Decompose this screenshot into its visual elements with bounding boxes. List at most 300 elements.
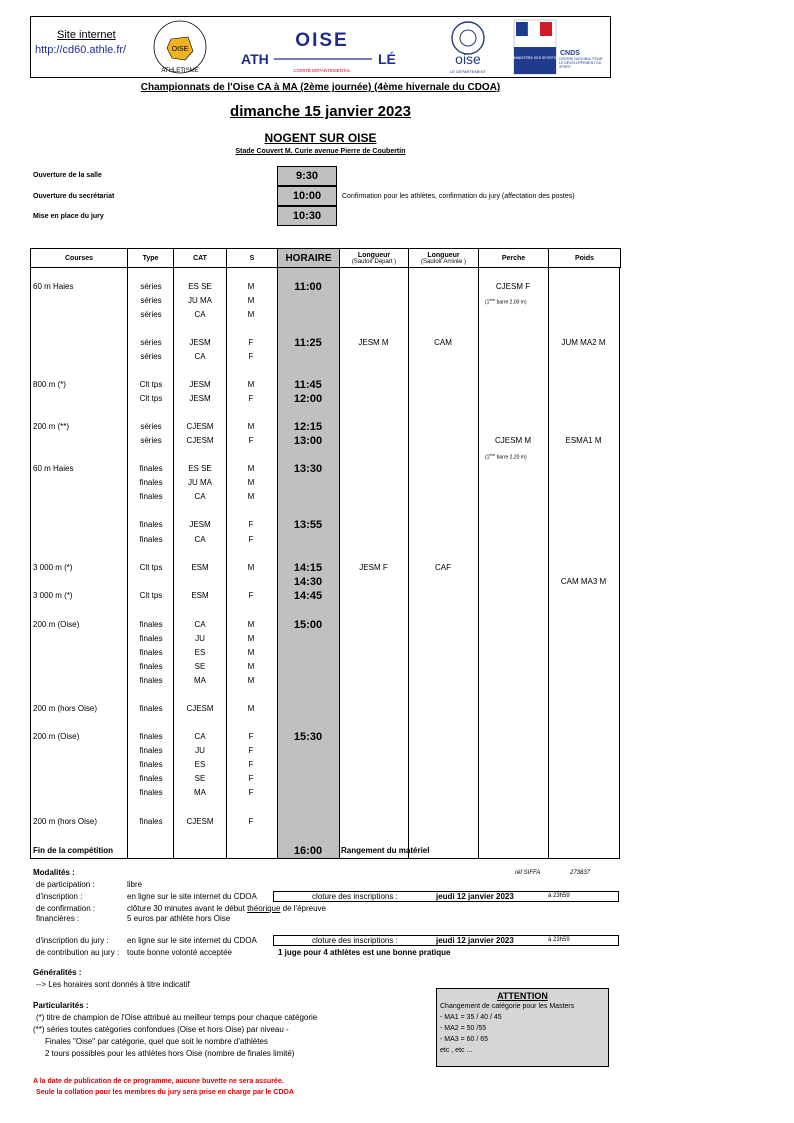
cell-lsa	[408, 491, 478, 503]
cell-lsa	[408, 759, 478, 771]
cell-lsd	[339, 816, 408, 828]
secretariat-label: Ouverture du secrétariat	[33, 193, 115, 200]
cell-lsd	[339, 295, 408, 307]
cell-cat: JU MA	[188, 296, 212, 305]
cell-lsa	[408, 675, 478, 687]
cell-type: finales	[139, 774, 163, 783]
cell-horaire: 12:00	[293, 393, 323, 405]
cell-s: F	[248, 817, 254, 826]
modalites-title: Modalités :	[33, 868, 75, 877]
cell-poids	[548, 477, 619, 489]
cell-cat: CJESM	[186, 817, 214, 826]
cell-type: Clt tps	[139, 394, 163, 403]
cell-course: 200 m (hors Oise)	[33, 817, 98, 826]
cell-lsd: JESM M	[358, 338, 389, 347]
cell-horaire: 13:30	[293, 463, 323, 475]
cell-lsd	[339, 787, 408, 799]
cell-lsa	[408, 351, 478, 363]
cell-lsd: JESM F	[359, 563, 388, 572]
cell-lsa	[408, 393, 478, 405]
cell-cat: ES	[194, 760, 206, 769]
particularites-line-4: 2 tours possibles pour les athlètes hors Oise (nombre de finales limité)	[45, 1049, 295, 1058]
cell-s: M	[247, 310, 255, 319]
cell-horaire	[277, 661, 339, 673]
cell-poids	[548, 562, 619, 574]
cell-lsa	[408, 295, 478, 307]
cell-s: M	[247, 464, 255, 473]
oise-departement-logo	[443, 18, 493, 76]
cell-lsa	[408, 619, 478, 631]
cell-poids	[548, 463, 619, 475]
cell-type: finales	[139, 464, 163, 473]
cell-course: 200 m (hors Oise)	[33, 704, 98, 713]
cell-lsd	[339, 534, 408, 546]
cell-lsd	[339, 379, 408, 391]
cell-type	[130, 576, 172, 588]
cell-course: 200 m (**)	[33, 422, 70, 431]
cell-lsa	[408, 590, 478, 602]
cell-horaire	[277, 816, 339, 828]
cell-poids: JUM MA2 M	[561, 338, 606, 347]
cell-poids: ESMA1 M	[565, 436, 602, 445]
attention-line-1: Changement de catégorie pour les Masters	[440, 1003, 575, 1010]
cell-horaire: 14:15	[293, 562, 323, 574]
cell-lsa	[408, 731, 478, 743]
cell-lsd	[339, 633, 408, 645]
ministere-cnds-logo	[512, 19, 608, 75]
cell-s: M	[247, 648, 255, 657]
attention-line-3: - MA2 = 50 /55	[440, 1025, 487, 1032]
cell-type: séries	[140, 352, 162, 361]
cell-type: Clt tps	[139, 380, 163, 389]
opening-label: Ouverture de la salle	[33, 172, 102, 179]
cell-s: M	[247, 282, 255, 291]
attention-line-4: - MA3 = 60 / 65	[440, 1036, 489, 1043]
program-table	[30, 248, 621, 268]
cell-horaire: 11:45	[294, 379, 322, 391]
cell-horaire	[277, 675, 339, 687]
cell-lsa	[408, 633, 478, 645]
cell-course: 800 m (*)	[33, 380, 66, 389]
cell-s: M	[247, 676, 255, 685]
cell-cat: CA	[194, 352, 206, 361]
cell-lsa	[408, 661, 478, 673]
cell-course: 3 000 m (*)	[33, 591, 73, 600]
cell-poids	[548, 703, 619, 715]
header-longueur-arrivee: Longueur (Sautoir Arrivée )	[409, 249, 479, 268]
cell-perche	[478, 703, 548, 715]
cell-cat: CA	[194, 310, 206, 319]
cell-cat: CA	[194, 732, 206, 741]
participation-label: de participation :	[36, 880, 95, 889]
cell-cat: ESM	[191, 591, 209, 600]
athletisme-text: ATHLETISME	[161, 68, 199, 74]
cell-lsa	[408, 435, 478, 447]
cell-type: séries	[140, 282, 162, 291]
cell-poids	[548, 773, 619, 785]
cloture-label: cloture des inscriptions :	[312, 892, 398, 901]
cell-course: 3 000 m (*)	[33, 563, 73, 572]
cell-perche	[478, 675, 548, 687]
cell-poids	[548, 393, 619, 405]
cell-poids	[548, 787, 619, 799]
cell-poids	[548, 351, 619, 363]
cell-perche	[478, 379, 548, 391]
cell-type: finales	[139, 746, 163, 755]
cell-lsd	[339, 675, 408, 687]
cell-lsa	[408, 309, 478, 321]
cell-lsd	[339, 745, 408, 757]
cell-type: finales	[139, 535, 163, 544]
cell-course: 200 m (Oise)	[33, 732, 80, 741]
cell-perche	[478, 463, 548, 475]
cell-type: finales	[139, 492, 163, 501]
cell-lsd	[339, 703, 408, 715]
footer-line-2: Seule la collation pour les membres du jury sera prise en charge par le CDOA	[36, 1089, 294, 1096]
cell-poids	[548, 534, 619, 546]
cell-cat: CJESM	[186, 704, 214, 713]
cell-cat	[173, 576, 227, 588]
cell-poids	[548, 661, 619, 673]
cell-lsd	[339, 576, 408, 588]
cell-s: F	[248, 788, 254, 797]
cell-s: M	[247, 563, 255, 572]
cell-perche	[478, 745, 548, 757]
cell-s: F	[248, 338, 254, 347]
cell-type: séries	[140, 338, 162, 347]
cell-perche	[478, 787, 548, 799]
site-url-link[interactable]: http://cd60.athle.fr/	[35, 44, 127, 56]
cell-poids	[548, 647, 619, 659]
dept-logo-text: oise	[455, 51, 481, 67]
cell-horaire: 12:15	[293, 421, 323, 433]
cell-horaire	[277, 647, 339, 659]
cell-cat: JU	[195, 634, 205, 643]
jury-inscription-label: d'inscription du jury :	[36, 936, 109, 945]
secretariat-note: Confirmation pour les athlètes, confirmation du jury (affectation des postes)	[342, 193, 575, 200]
cell-perche	[478, 576, 548, 588]
cell-horaire: 13:55	[293, 519, 323, 531]
cell-type: séries	[140, 310, 162, 319]
opening-time: 9:30	[277, 166, 337, 186]
cell-lsa	[408, 647, 478, 659]
cell-lsd	[339, 393, 408, 405]
cell-type: finales	[139, 634, 163, 643]
cell-lsd	[339, 773, 408, 785]
cell-s	[226, 576, 276, 588]
cell-poids	[548, 745, 619, 757]
cell-lsa	[408, 281, 478, 293]
cell-lsd	[339, 759, 408, 771]
cell-s: F	[248, 436, 254, 445]
cell-horaire	[277, 534, 339, 546]
cell-type: finales	[139, 704, 163, 713]
cell-s: F	[248, 774, 254, 783]
cell-perche	[478, 633, 548, 645]
site-label: Site internet	[57, 29, 116, 41]
cell-type: finales	[139, 520, 163, 529]
cell-horaire	[277, 759, 339, 771]
cell-poids	[548, 675, 619, 687]
cell-course: 60 m Haies	[33, 282, 74, 291]
cell-perche	[478, 519, 548, 531]
cell-cat: JESM	[189, 394, 211, 403]
cell-type: finales	[139, 676, 163, 685]
cell-horaire: 11:00	[294, 281, 322, 293]
cell-poids	[548, 421, 619, 433]
ref-siffa-number: 273837	[570, 870, 591, 876]
cell-s: M	[247, 380, 255, 389]
event-venue: Stade Couvert M. Curie avenue Pierre de Coubertin	[235, 148, 406, 155]
cell-s: M	[247, 620, 255, 629]
particularites-line-1: (*) titre de champion de l'Oise attribué au meilleur temps pour chaque catégorie	[36, 1013, 318, 1022]
cell-s: M	[247, 662, 255, 671]
cell-perche	[478, 421, 548, 433]
cell-type: finales	[139, 662, 163, 671]
particularites-title: Particularités :	[33, 1001, 89, 1010]
cell-s: M	[247, 422, 255, 431]
inscription-value: en ligne sur le site internet du CDOA	[127, 892, 257, 901]
end-time: 16:00	[293, 845, 323, 857]
ath-oise-logo	[240, 26, 400, 74]
cell-poids	[548, 309, 619, 321]
cell-lsd	[339, 463, 408, 475]
confirmation-label: de confirmation :	[36, 904, 96, 913]
cell-cat: SE	[194, 662, 206, 671]
header-perche: Perche	[479, 249, 549, 268]
cnds-sub: CENTRE NATIONAL POUR LE DÉVELOPPEMENT DU SPORT	[559, 57, 603, 69]
cell-perche	[478, 562, 548, 574]
cell-poids	[548, 590, 619, 602]
cell-s: F	[248, 591, 254, 600]
cell-lsa	[408, 421, 478, 433]
cell-s: M	[247, 634, 255, 643]
confirmation-value: clôture 30 minutes avant le début théorique de l'épreuve	[127, 904, 326, 913]
jury-cloture-date: jeudi 12 janvier 2023	[436, 936, 514, 945]
ath-logo-left: ATH	[241, 51, 269, 67]
cell-perche	[478, 393, 548, 405]
site-internet-block	[30, 16, 148, 78]
cell-cat: CA	[194, 535, 206, 544]
cell-horaire: 11:25	[294, 337, 322, 349]
cell-poids	[548, 633, 619, 645]
attention-box	[436, 988, 609, 1067]
perche-barre-note-1: (1ère barre 2,00 m)	[485, 297, 527, 306]
cell-type: séries	[140, 436, 162, 445]
cell-type: finales	[139, 760, 163, 769]
attention-line-2: - MA1 = 35 / 40 / 45	[440, 1014, 502, 1021]
table-header-row	[31, 249, 621, 268]
cell-cat: ES SE	[188, 464, 212, 473]
cell-horaire	[277, 745, 339, 757]
cell-perche	[478, 773, 548, 785]
attention-line-5: etc , etc ...	[440, 1047, 473, 1054]
jury-inscription-value: en ligne sur le site internet du CDOA	[127, 936, 257, 945]
secretariat-time: 10:00	[277, 186, 337, 206]
oise-seal-text: OISE	[171, 46, 189, 53]
cell-perche	[478, 491, 548, 503]
ath-logo-sub: COMITÉ DÉPARTEMENTAL	[293, 68, 351, 73]
cell-cat: JU	[195, 746, 205, 755]
cell-lsd	[339, 351, 408, 363]
comite-athletisme-logo	[150, 18, 212, 76]
header-cat: CAT	[174, 249, 227, 268]
cell-s: F	[248, 535, 254, 544]
cell-lsa	[408, 477, 478, 489]
header-poids: Poids	[549, 249, 621, 268]
cell-cat: CA	[194, 620, 206, 629]
cell-type: finales	[139, 732, 163, 741]
generalites-line: --> Les horaires sont donnés à titre indicatif	[36, 980, 190, 989]
cell-horaire	[277, 477, 339, 489]
cell-course: 60 m Haies	[33, 464, 74, 473]
cell-cat: MA	[194, 676, 206, 685]
cell-lsd	[339, 590, 408, 602]
cell-horaire	[277, 351, 339, 363]
cell-lsa: CAM	[434, 338, 452, 347]
financieres-value: 5 euros par athlète hors Oise	[127, 914, 231, 923]
cell-perche	[478, 337, 548, 349]
cell-lsd	[339, 731, 408, 743]
cell-lsd	[339, 281, 408, 293]
perche-barre-note-2: (1ère barre 2,20 m)	[485, 452, 527, 461]
cell-lsd	[339, 661, 408, 673]
cell-lsa	[408, 816, 478, 828]
cell-lsa	[408, 519, 478, 531]
footer-line-1: A la date de publication de ce programme, aucune buvette ne sera assurée.	[33, 1078, 284, 1085]
cell-s: F	[248, 394, 254, 403]
cell-horaire	[277, 787, 339, 799]
ref-siffa-label: réf SIFFA	[515, 870, 541, 876]
cell-lsd	[339, 309, 408, 321]
cell-perche	[478, 534, 548, 546]
end-label: Fin de la compétition	[33, 846, 114, 855]
cell-perche	[478, 759, 548, 771]
cell-cat: CJESM	[186, 422, 214, 431]
cell-perche: CJESM M	[495, 436, 531, 445]
cell-poids	[548, 731, 619, 743]
ministere-text: MINISTÈRE DES SPORTS	[513, 56, 557, 60]
cell-horaire: 13:00	[293, 435, 323, 447]
cell-s: M	[247, 296, 255, 305]
cell-horaire	[277, 633, 339, 645]
cell-type: finales	[139, 620, 163, 629]
cell-lsa	[408, 463, 478, 475]
header-longueur-depart: Longueur (Sautoir Départ )	[340, 249, 409, 268]
cell-s: M	[247, 492, 255, 501]
cell-cat: ES	[194, 648, 206, 657]
cell-lsd	[339, 647, 408, 659]
cell-poids	[548, 816, 619, 828]
cell-s: F	[248, 520, 254, 529]
cell-poids	[548, 759, 619, 771]
cell-cat: CA	[194, 492, 206, 501]
cnds-title: CNDS	[560, 50, 580, 57]
event-city: NOGENT SUR OISE	[264, 131, 377, 145]
contribution-note: 1 juge pour 4 athlètes est une bonne pratique	[278, 948, 451, 957]
cell-horaire	[277, 773, 339, 785]
cell-lsa	[408, 773, 478, 785]
cell-poids: CAM MA3 M	[560, 577, 607, 586]
cell-cat: CJESM	[186, 436, 214, 445]
attention-title: ATTENTION	[497, 991, 548, 1001]
cell-poids	[548, 619, 619, 631]
particularites-line-3: Finales "Oise" par catégorie, quel que soit le nombre d'athlètes	[45, 1037, 268, 1046]
dept-logo-sub: LE DÉPARTEMENT	[450, 69, 486, 74]
contribution-label: de contribution au jury :	[36, 948, 120, 957]
cell-lsa	[408, 534, 478, 546]
cell-cat: ES SE	[188, 282, 212, 291]
cell-lsa	[408, 787, 478, 799]
ath-logo-right: LÉ	[378, 51, 396, 67]
jury-setup-label: Mise en place du jury	[33, 213, 104, 220]
cell-lsa	[408, 703, 478, 715]
cell-lsa	[408, 576, 478, 588]
cell-perche	[478, 309, 548, 321]
cloture-date: jeudi 12 janvier 2023	[436, 892, 514, 901]
ath-logo-main: OISE	[295, 30, 349, 51]
cell-poids	[548, 295, 619, 307]
inscription-label: d'inscription :	[36, 892, 83, 901]
cell-s: M	[247, 478, 255, 487]
cell-s: F	[248, 746, 254, 755]
cell-cat: JESM	[189, 520, 211, 529]
cell-perche	[478, 590, 548, 602]
participation-value: libre	[127, 880, 143, 889]
championship-title: Championnats de l'Oise CA à MA (2ème journée) (4ème hivernale du CDOA)	[140, 82, 501, 93]
cell-type: finales	[139, 788, 163, 797]
cell-course: 200 m (Oise)	[33, 620, 80, 629]
cell-cat: ESM	[191, 563, 209, 572]
cell-s: M	[247, 704, 255, 713]
cell-s: F	[248, 732, 254, 741]
cell-cat: JU MA	[188, 478, 212, 487]
cell-type: séries	[140, 296, 162, 305]
cell-horaire: 15:30	[293, 731, 323, 743]
cell-horaire: 14:30	[293, 576, 323, 588]
jury-cloture-label: cloture des inscriptions :	[312, 936, 398, 945]
cell-lsd	[339, 619, 408, 631]
particularites-line-2: (**) séries toutes catégories confondues (Oise et hors Oise) par niveau -	[33, 1025, 289, 1034]
cell-lsd	[339, 477, 408, 489]
cell-cat: JESM	[189, 380, 211, 389]
cell-perche	[478, 477, 548, 489]
cell-perche	[478, 647, 548, 659]
cell-horaire: 15:00	[293, 619, 323, 631]
cell-type: séries	[140, 422, 162, 431]
financieres-label: financières :	[36, 914, 80, 923]
header-horaire: HORAIRE	[278, 249, 340, 268]
cell-type: finales	[139, 648, 163, 657]
cell-s: F	[248, 760, 254, 769]
end-note: Rangement du matériel	[341, 846, 430, 855]
cell-horaire	[277, 491, 339, 503]
cell-poids	[548, 519, 619, 531]
cell-lsd	[339, 491, 408, 503]
cell-cat: MA	[194, 788, 206, 797]
cell-perche	[478, 619, 548, 631]
cell-cat: SE	[194, 774, 206, 783]
cell-s: F	[248, 352, 254, 361]
header-type: Type	[128, 249, 174, 268]
jury-setup-time: 10:30	[277, 206, 337, 226]
cell-type: Clt tps	[139, 563, 163, 572]
cell-horaire: 14:45	[293, 590, 323, 602]
cell-perche: CJESM F	[495, 282, 531, 291]
cloture-time: à 23h59	[548, 893, 570, 899]
cell-perche	[478, 661, 548, 673]
cell-type: Clt tps	[139, 591, 163, 600]
